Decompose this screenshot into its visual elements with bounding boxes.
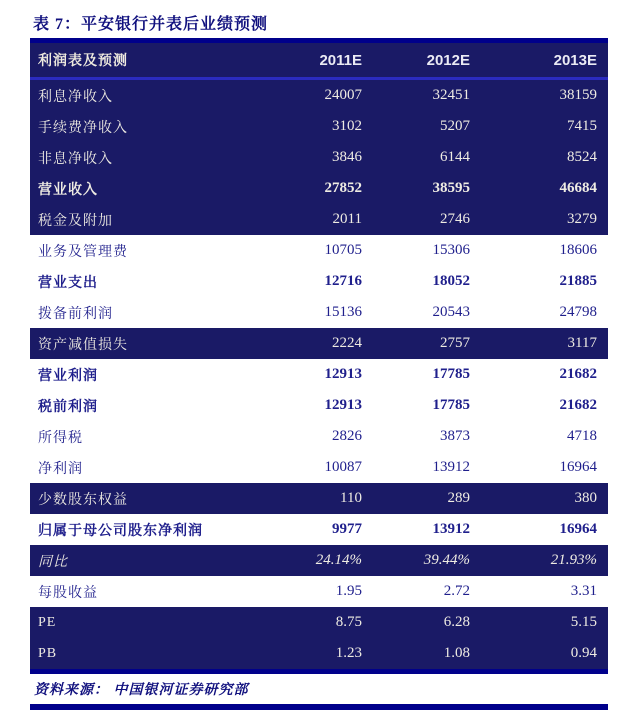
value-cell: 1.08 (443, 645, 470, 661)
table-row (30, 235, 608, 266)
value-cell: 15306 (432, 242, 470, 258)
row-label: PE (38, 614, 57, 630)
value-cell: 12913 (324, 397, 362, 413)
value-cell: 32451 (432, 87, 470, 103)
value-cell: 10087 (324, 459, 362, 475)
value-cell: 380 (574, 490, 597, 506)
table-row (30, 483, 608, 514)
value-cell: 13912 (432, 521, 470, 537)
table-row (30, 297, 608, 328)
value-cell: 0.94 (570, 645, 597, 661)
table-row (30, 607, 608, 638)
value-cell: 13912 (432, 459, 470, 475)
value-cell: 12913 (324, 366, 362, 382)
value-cell: 5.15 (570, 614, 597, 630)
value-cell: 7415 (567, 118, 597, 134)
row-label: 净利润 (38, 461, 83, 477)
source-note: 资料来源： 中国银河证券研究部 (34, 683, 249, 698)
table-rows (30, 80, 608, 669)
value-cell: 110 (340, 490, 362, 506)
value-cell: 6.28 (443, 614, 470, 630)
value-cell: 12716 (324, 273, 362, 289)
table-row (30, 421, 608, 452)
value-cell: 16964 (559, 521, 597, 537)
table-title: 表 7：平安银行并表后业绩预测 (33, 16, 269, 33)
row-label: PB (38, 645, 58, 661)
header-year-2012: 2012E (426, 51, 470, 69)
table-row (30, 576, 608, 607)
value-cell: 39.44% (423, 552, 470, 568)
value-cell: 17785 (432, 366, 470, 382)
bottom-rule (30, 704, 608, 710)
value-cell: 3279 (567, 211, 597, 227)
row-label: 业务及管理费 (38, 244, 128, 260)
value-cell: 24798 (559, 304, 597, 320)
value-cell: 2826 (332, 428, 362, 444)
row-label: 营业利润 (38, 368, 98, 384)
header-year-2011: 2011E (319, 51, 362, 69)
table-row (30, 638, 608, 669)
value-cell: 8.75 (335, 614, 362, 630)
value-cell: 16964 (559, 459, 597, 475)
value-cell: 15136 (324, 304, 362, 320)
source-band (30, 674, 608, 704)
table-row (30, 359, 608, 390)
value-cell: 21885 (559, 273, 597, 289)
value-cell: 17785 (432, 397, 470, 413)
table-row (30, 142, 608, 173)
value-cell: 3846 (332, 149, 362, 165)
header-year-2013: 2013E (553, 51, 597, 69)
value-cell: 18052 (432, 273, 470, 289)
row-label: 营业收入 (38, 182, 98, 198)
table-row (30, 80, 608, 111)
row-label: 税前利润 (38, 399, 98, 415)
value-cell: 2011 (332, 211, 362, 227)
value-cell: 46684 (559, 180, 597, 196)
table-row (30, 173, 608, 204)
row-label: 同比 (38, 554, 68, 570)
row-label: 所得税 (38, 430, 83, 446)
table-header-row (30, 43, 608, 77)
value-cell: 21682 (559, 366, 597, 382)
row-label: 税金及附加 (38, 213, 113, 229)
value-cell: 10705 (324, 242, 362, 258)
income-forecast-table (30, 38, 608, 710)
value-cell: 21.93% (550, 552, 597, 568)
value-cell: 289 (447, 490, 470, 506)
value-cell: 2224 (332, 335, 362, 351)
value-cell: 38595 (432, 180, 470, 196)
table-row (30, 514, 608, 545)
row-label: 营业支出 (38, 275, 98, 291)
value-cell: 4718 (567, 428, 597, 444)
value-cell: 2.72 (443, 583, 470, 599)
value-cell: 3102 (332, 118, 362, 134)
row-label: 每股收益 (38, 585, 98, 601)
value-cell: 9977 (332, 521, 362, 537)
value-cell: 2746 (440, 211, 470, 227)
table-row (30, 328, 608, 359)
value-cell: 3.31 (570, 583, 597, 599)
value-cell: 5207 (440, 118, 470, 134)
value-cell: 3873 (440, 428, 470, 444)
value-cell: 27852 (324, 180, 362, 196)
header-label: 利润表及预测 (38, 54, 128, 69)
value-cell: 3117 (567, 335, 597, 351)
row-label: 利息净收入 (38, 89, 113, 105)
value-cell: 1.23 (335, 645, 362, 661)
value-cell: 38159 (559, 87, 597, 103)
value-cell: 24.14% (315, 552, 362, 568)
value-cell: 24007 (324, 87, 362, 103)
value-cell: 8524 (567, 149, 597, 165)
row-label: 资产减值损失 (38, 337, 128, 353)
value-cell: 20543 (432, 304, 470, 320)
value-cell: 21682 (559, 397, 597, 413)
row-label: 少数股东权益 (38, 492, 128, 508)
value-cell: 6144 (440, 149, 470, 165)
table-row (30, 545, 608, 576)
table-row (30, 111, 608, 142)
row-label: 拨备前利润 (38, 306, 113, 322)
table-row (30, 266, 608, 297)
table-row (30, 390, 608, 421)
table-row (30, 204, 608, 235)
row-label: 归属于母公司股东净利润 (38, 523, 203, 539)
value-cell: 1.95 (335, 583, 362, 599)
value-cell: 18606 (559, 242, 597, 258)
table-row (30, 452, 608, 483)
row-label: 手续费净收入 (38, 120, 128, 136)
value-cell: 2757 (440, 335, 470, 351)
row-label: 非息净收入 (38, 151, 113, 167)
